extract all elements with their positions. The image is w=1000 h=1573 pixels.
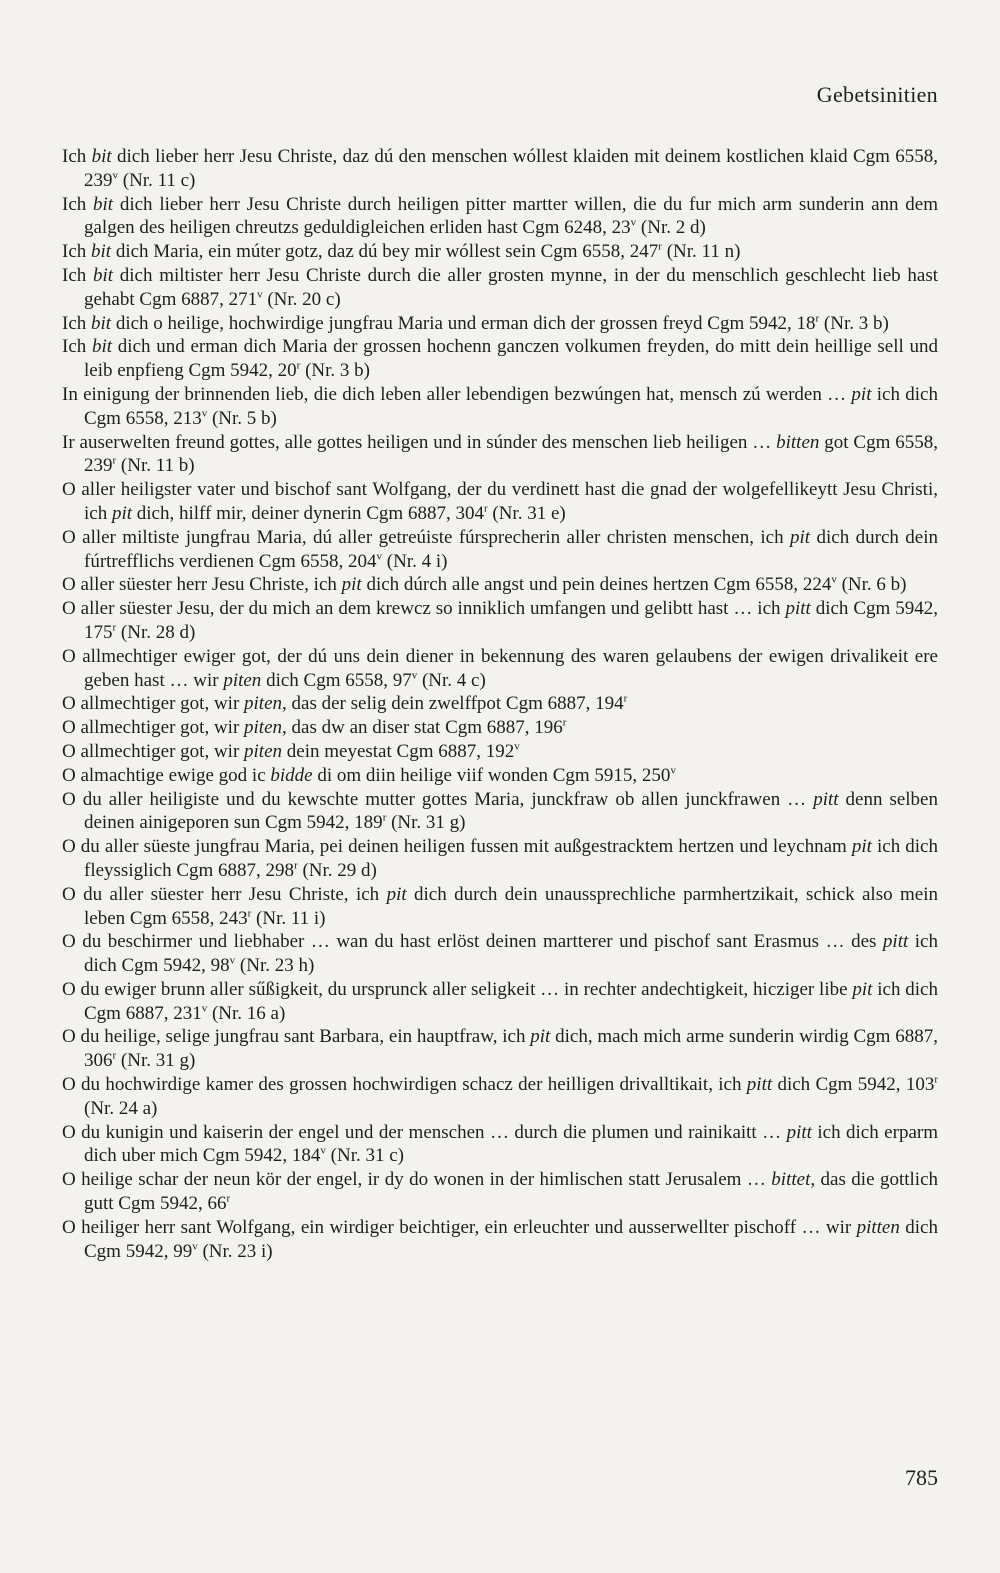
prayer-keyword: pitt <box>786 1121 812 1143</box>
entry-text: ich dich fleyssiglich Cgm 6887, 298 <box>84 836 938 881</box>
index-entry <box>62 526 938 574</box>
entry-text: ich dich Cgm 6558, 213 <box>84 383 938 429</box>
index-entry <box>62 478 938 526</box>
folio-side: r <box>112 621 117 634</box>
index-entry <box>62 597 938 645</box>
folio-side: v <box>630 217 637 230</box>
folio-side: r <box>382 811 387 824</box>
entry-text: (Nr. 11 b) <box>116 455 195 477</box>
index-entry <box>62 788 938 836</box>
entry-text: O du aller süeste jungfrau Maria, pei deinen heiligen fussen mit außgestracktem hertzen und leychnam <box>62 836 852 858</box>
entry-text: O aller heiligster vater und bischof sant Wolfgang, der du verdinett hast die gnad der wolgefellikeytt Jesu Christi, ich <box>62 479 938 524</box>
folio-side: v <box>192 1240 198 1253</box>
entry-text: (Nr. 4 c) <box>417 669 486 691</box>
folio-side: v <box>411 669 418 682</box>
entry-text: O aller süester herr Jesu Christe, ich <box>62 574 342 596</box>
index-entry <box>62 1025 938 1073</box>
entry-text: ich dich Cgm 6887, 231 <box>84 978 938 1024</box>
entry-text: O aller süester Jesu, der du mich an dem krewcz so inniklich umfangen und gelibtt hast … ich <box>62 598 786 620</box>
folio-side: r <box>294 859 298 872</box>
page-number: 785 <box>905 1465 938 1490</box>
index-entry <box>62 312 938 336</box>
folio-side: v <box>201 1002 208 1015</box>
entry-text: Ich <box>62 193 94 215</box>
entry-text: Ich <box>62 312 92 334</box>
entry-text: (Nr. 23 i) <box>197 1240 273 1262</box>
prayer-keyword: bit <box>91 146 112 167</box>
entry-text: (Nr. 4 i) <box>382 550 448 572</box>
entry-text: O heilige schar der neun kör der engel, ir dy do wonen in der himlischen statt Jerusalem … <box>62 1169 772 1191</box>
entry-text: , das der selig dein zwelffpot Cgm 6887, 194 <box>282 693 624 715</box>
entry-text: (Nr. 29 d) <box>297 859 377 881</box>
index-entry <box>62 1073 938 1121</box>
index-entry <box>62 645 938 693</box>
folio-side: r <box>296 359 301 372</box>
entry-text: (Nr. 11 n) <box>661 241 741 263</box>
prayer-keyword: bitten <box>776 431 820 453</box>
entry-text: (Nr. 16 a) <box>207 1002 286 1024</box>
entry-text: dich o heilige, hochwirdige jungfrau Maria und erman dich der grossen freyd Cgm 5942, 18 <box>111 312 816 334</box>
entry-text: O allmechtiger got, wir <box>62 693 245 715</box>
folio-side: r <box>247 907 252 920</box>
entry-text: ich dich erparm dich uber mich Cgm 5942, 184 <box>84 1121 938 1167</box>
folio-side: r <box>112 455 117 468</box>
entry-text: O du kunigin und kaiserin der engel und der menschen … durch die plumen und rainikaitt … <box>62 1121 787 1143</box>
entry-text: (Nr. 3 b) <box>819 312 889 334</box>
prayer-keyword: pit <box>341 574 362 596</box>
index-entry <box>62 193 938 241</box>
entry-text: , das dw an diser stat Cgm 6887, 196 <box>282 717 563 739</box>
folio-side: v <box>112 169 118 182</box>
entry-text: , das die gottlich gutt Cgm 5942, 66 <box>84 1169 938 1215</box>
entry-text: Ich <box>62 264 93 286</box>
prayer-keyword: bittet <box>771 1169 811 1191</box>
index-entry <box>62 145 938 193</box>
entry-text: dich durch dein unaussprechliche parmhertzikait, schick also mein leben Cgm 6558, 243 <box>84 883 938 929</box>
entry-text: dich lieber herr Jesu Christe durch heiligen pitter martter willen, die du fur mich arm sunderin ann dem galgen des heiligen chreutzs geduldigleichen erliden hast Cgm 6248, 23 <box>84 193 938 239</box>
entry-text: O allmechtiger got, wir <box>62 717 245 739</box>
entry-text: Ich <box>62 336 92 358</box>
prayer-keyword: pit <box>790 526 811 548</box>
entry-text: Ich <box>62 241 92 263</box>
index-entry <box>62 573 938 597</box>
entry-text: (Nr. 3 b) <box>300 360 370 382</box>
entry-text: O du hochwirdige kamer des grossen hochwirdigen schacz der heilligen drivalltikait, ich <box>62 1074 747 1096</box>
index-entry <box>62 978 938 1026</box>
entry-text: di om diin heilige viif wonden Cgm 5915, 250 <box>312 764 671 786</box>
folio-side: r <box>112 1049 117 1062</box>
folio-side: r <box>226 1192 231 1205</box>
index-entry <box>62 1168 938 1216</box>
index-entry <box>62 692 938 716</box>
prayer-keyword: piten <box>223 669 262 691</box>
entry-text: dich dúrch alle angst und pein deines hertzen Cgm 6558, 224 <box>361 574 832 596</box>
prayer-keyword: bit <box>91 241 112 263</box>
folio-side: r <box>483 502 488 515</box>
index-entry <box>62 1216 938 1264</box>
entry-text: dich Cgm 5942, 99 <box>84 1216 938 1262</box>
running-title: Gebetsinitien <box>816 82 938 107</box>
index-entry <box>62 383 938 431</box>
entry-text: O du beschirmer und liebhaber … wan du hast erlöst deinen martterer und pischof sant Erasmus … des <box>62 931 883 953</box>
entry-text: denn selben deinen ainigeporen sun Cgm 5942, 189 <box>84 788 938 834</box>
entry-text: dich Cgm 5942, 103 <box>772 1074 935 1096</box>
entry-text: dich Cgm 5942, 175 <box>84 598 938 643</box>
entry-text: O du aller süester herr Jesu Christe, ich <box>62 883 387 905</box>
folio-side: v <box>257 288 263 301</box>
prayer-keyword: bit <box>91 312 112 334</box>
prayer-keyword: bidde <box>270 764 313 786</box>
prayer-keyword: piten <box>244 693 283 715</box>
folio-side: r <box>623 693 628 705</box>
index-entry <box>62 1121 938 1169</box>
index-entry <box>62 240 938 264</box>
entry-text: Ir auserwelten freund gottes, alle gottes heiligen und in súnder des menschen lieb heiligen … <box>62 431 777 453</box>
prayer-keyword: pit <box>851 383 872 405</box>
entry-text: (Nr. 11 i) <box>251 907 326 929</box>
index-entry <box>62 835 938 883</box>
entry-text: O du aller heiligiste und du kewschte mutter gottes Maria, junckfraw ob allen junckfrawen … <box>62 788 814 810</box>
folio-side: v <box>320 1145 326 1158</box>
entry-text: In einigung der brinnenden lieb, die dich leben aller lebendigen bezwúngen hat, mensch zú werden … <box>62 383 852 405</box>
prayer-keyword: pitt <box>746 1074 773 1096</box>
entry-text: (Nr. 31 e) <box>487 502 566 524</box>
entry-text: O heiliger herr sant Wolfgang, ein wirdiger beichtiger, ein erleuchter und ausserwellter pischoff … wir <box>62 1216 857 1238</box>
prayer-keyword: piten <box>244 740 283 762</box>
entry-text: (Nr. 31 g) <box>386 812 466 834</box>
prayer-keyword: pit <box>852 978 873 1000</box>
entry-text: (Nr. 31 c) <box>325 1145 405 1167</box>
entry-text: O allmechtiger got, wir <box>62 740 245 762</box>
entry-text: ich dich Cgm 5942, 98 <box>84 931 938 977</box>
entry-text: got Cgm 6558, 239 <box>84 431 939 477</box>
entry-text: Ich <box>62 146 92 167</box>
entry-text: dich durch dein fúrtrefflichs verdienen Cgm 6558, 204 <box>84 526 938 572</box>
prayer-keyword: pit <box>386 883 407 905</box>
entry-text: (Nr. 31 g) <box>116 1050 196 1072</box>
index-entry <box>62 431 938 479</box>
index-entry <box>62 264 938 312</box>
folio-side: v <box>376 550 382 563</box>
index-entry <box>62 930 938 978</box>
entry-text: (Nr. 28 d) <box>116 621 196 643</box>
prayer-keyword: bit <box>92 264 114 286</box>
entry-text: dich, mach mich arme sunderin wirdig Cgm 6887, 306 <box>84 1026 938 1072</box>
prayer-keyword: pitt <box>813 788 839 810</box>
index-entry <box>62 740 938 764</box>
entry-text: (Nr. 6 b) <box>836 574 907 596</box>
entry-text: dich lieber herr Jesu Christe, daz dú den menschen wóllest klaiden mit deinem kostlichen klaid Cgm 6558, 239 <box>84 146 938 191</box>
entry-text: dich und erman dich Maria der grossen hochenn ganczen volkumen freyden, do mitt dein heillige sell und leib enpfieng Cgm 5942, 20 <box>84 336 939 382</box>
folio-side: r <box>562 716 567 729</box>
index-entry <box>62 883 938 931</box>
entry-text: dich miltister herr Jesu Christe durch die aller grosten mynne, in der du menschlich geschlecht lieb hast gehabt Cgm 6887, 271 <box>84 264 938 310</box>
entry-text: O allmechtiger ewiger got, der dú uns dein diener in bekennung des waren gelaubens der ewigen drivalikeit ere geben hast … wir <box>62 645 938 691</box>
entry-text: (Nr. 5 b) <box>207 407 277 429</box>
folio-side: v <box>670 764 676 777</box>
prayer-keyword: bit <box>93 193 114 215</box>
entry-text: (Nr. 2 d) <box>636 217 706 239</box>
prayer-keyword: pit <box>851 836 872 858</box>
entry-text: dein meyestat Cgm 6887, 192 <box>282 740 515 762</box>
folio-side: v <box>201 407 208 420</box>
index-entry <box>62 716 938 740</box>
folio-side: v <box>514 740 520 753</box>
entry-text: dich Maria, ein múter gotz, daz dú bey mir wóllest sein Cgm 6558, 247 <box>111 241 659 263</box>
entry-text: (Nr. 24 a) <box>84 1097 158 1119</box>
entry-text: O almachtige ewige god ic <box>62 764 271 786</box>
prayer-keyword: pit <box>530 1026 551 1048</box>
folio-side: r <box>815 312 820 325</box>
folio-side: r <box>658 240 662 253</box>
entry-text: (Nr. 23 h) <box>235 955 315 977</box>
folio-side: v <box>831 574 837 587</box>
prayer-keyword: pit <box>111 502 133 524</box>
prayer-keyword: piten <box>244 717 283 739</box>
prayer-keyword: pitten <box>856 1216 900 1238</box>
entry-text: dich, hilff mir, deiner dynerin Cgm 6887, 304 <box>132 502 484 524</box>
index-entry <box>62 764 938 788</box>
entry-text: (Nr. 11 c) <box>118 169 196 191</box>
folio-side: r <box>934 1073 938 1086</box>
folio-side: v <box>229 954 236 967</box>
prayer-keyword: bit <box>92 336 113 358</box>
entry-text: dich Cgm 6558, 97 <box>261 669 412 691</box>
index-entry-list <box>62 145 938 1263</box>
prayer-keyword: pitt <box>882 931 909 953</box>
index-entry <box>62 335 938 383</box>
entry-text: O du ewiger brunn aller sűßigkeit, du ursprunck aller seligkeit … in rechter andechtigkeit, hicziger libe <box>62 978 853 1000</box>
prayer-keyword: pitt <box>785 598 811 620</box>
entry-text: O aller miltiste jungfrau Maria, dú aller getreúiste fúrsprecherin aller christen menschen, ich <box>62 526 791 548</box>
entry-text: (Nr. 20 c) <box>262 288 341 310</box>
entry-text: O du heilige, selige jungfrau sant Barbara, ein hauptfraw, ich <box>62 1026 531 1048</box>
